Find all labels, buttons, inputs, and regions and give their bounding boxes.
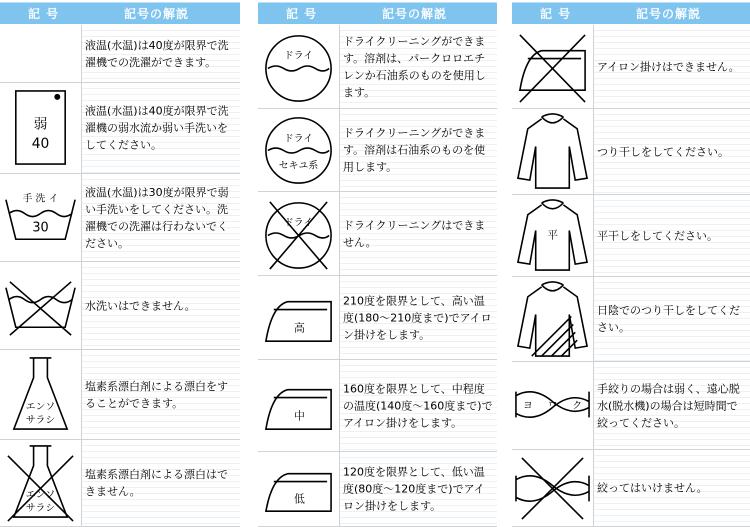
table-row bbox=[0, 262, 240, 350]
symbol-label: エンソ bbox=[25, 401, 56, 413]
symbol-label: エンソ bbox=[25, 489, 56, 501]
symbol-label: サラシ bbox=[25, 503, 56, 515]
shade-hang-dry-icon bbox=[512, 277, 594, 361]
table-row bbox=[0, 174, 240, 262]
iron-medium-icon bbox=[258, 360, 340, 451]
symbol-label: ドライ bbox=[283, 217, 314, 229]
row-text: 160度を限界として、中程度の温度(140度～160度まで)でアイロン掛けをします。 bbox=[343, 382, 493, 429]
row-text: アイロン掛けはできません。 bbox=[597, 60, 740, 73]
table-row bbox=[512, 109, 750, 195]
row-text: 液温(水温)は40度が限界で洗濯機での洗濯ができます。 bbox=[85, 38, 229, 69]
symbol-label: 低 bbox=[294, 492, 305, 506]
table-header bbox=[0, 2, 240, 24]
table-row bbox=[258, 25, 497, 109]
washing-40-gentle-icon bbox=[0, 83, 82, 173]
symbol-label: 平 bbox=[547, 228, 558, 242]
row-text: 塩素系漂白剤による漂白をすることができます。 bbox=[85, 379, 228, 410]
table-row bbox=[258, 276, 497, 360]
iron-high-icon bbox=[258, 276, 340, 359]
no-iron-icon bbox=[512, 25, 594, 108]
symbol-label: 弱 bbox=[33, 116, 48, 133]
hang-dry-icon bbox=[512, 109, 594, 194]
care-table-column-3 bbox=[512, 0, 750, 527]
no-chlorine-bleach-icon bbox=[0, 440, 82, 526]
table-row bbox=[258, 109, 497, 192]
row-text: 塩素系漂白剤による漂白はできません。 bbox=[85, 468, 228, 498]
row-text: ドライクリーニングができます。溶剤は、パークロロエチレンか石油系のものを使用します。 bbox=[343, 34, 486, 99]
header-symbol: 記 号 bbox=[286, 7, 318, 21]
row-text: 液温(水温)は30度が限界で弱い手洗いをしてください。洗濯機での洗濯は行わないでください。 bbox=[85, 185, 229, 250]
symbol-label: 手 洗 イ bbox=[22, 193, 59, 205]
care-table-column-2 bbox=[258, 0, 497, 527]
symbol-label: 高 bbox=[294, 321, 305, 335]
header-explanation: 記号の解説 bbox=[124, 7, 190, 21]
symbol-label: ドライ bbox=[283, 50, 314, 62]
row-text: 液温(水温)は40度が限界で洗濯機の弱水流か弱い手洗いをしてください。 bbox=[85, 104, 229, 152]
symbol-label: 中 bbox=[294, 409, 305, 423]
table-row bbox=[512, 25, 750, 109]
row-text: 日陰でのつり干しをしてください。 bbox=[597, 304, 740, 334]
table-row bbox=[0, 83, 240, 174]
table-header bbox=[258, 2, 497, 24]
table-row bbox=[512, 277, 750, 362]
table-row bbox=[512, 450, 750, 527]
care-table-column-1 bbox=[0, 0, 240, 527]
no-wring-icon bbox=[512, 450, 594, 526]
header-explanation: 記号の解説 bbox=[636, 7, 702, 21]
table-row bbox=[0, 440, 240, 527]
header-symbol: 記 号 bbox=[540, 7, 572, 21]
row-text: 210度を限界として、高い温度(180～210度まで)でアイロン掛けをします。 bbox=[343, 294, 492, 341]
symbol-label: ドライ bbox=[283, 133, 314, 145]
hand-wash-30-icon bbox=[0, 174, 82, 261]
table-row bbox=[258, 192, 497, 276]
table-header bbox=[512, 2, 750, 24]
table-row bbox=[512, 195, 750, 277]
row-text: ドライクリーニングはできません。 bbox=[343, 218, 486, 249]
dry-clean-petroleum-icon bbox=[258, 109, 340, 191]
symbol-label: 30 bbox=[32, 220, 49, 236]
symbol-label: サラシ bbox=[25, 415, 56, 427]
iron-low-icon bbox=[258, 452, 340, 526]
header-explanation: 記号の解説 bbox=[382, 7, 448, 21]
row-text: 平干しをしてください。 bbox=[597, 229, 718, 242]
no-wash-icon bbox=[0, 262, 82, 349]
table-row bbox=[512, 362, 750, 450]
chlorine-bleach-ok-icon bbox=[0, 350, 82, 439]
table-row bbox=[0, 350, 240, 440]
table-row bbox=[0, 25, 240, 83]
table-row bbox=[258, 360, 497, 452]
dry-clean-any-icon bbox=[258, 25, 340, 108]
no-dry-clean-icon bbox=[258, 192, 340, 275]
header-symbol: 記 号 bbox=[28, 7, 60, 21]
symbol-label: ワ bbox=[547, 400, 558, 412]
row-text: 手絞りの場合は弱く、遠心脱水(脱水機)の場合は短時間で絞ってください。 bbox=[597, 382, 740, 429]
row-text: 絞ってはいけません。 bbox=[597, 481, 708, 495]
row-text: 120度を限界として、低い温度(80度～120度まで)でアイロン掛けをします。 bbox=[343, 465, 485, 513]
symbol-label: セキユ系 bbox=[278, 160, 319, 172]
washing-40-icon bbox=[0, 25, 82, 82]
symbol-label: ク bbox=[572, 400, 583, 412]
symbol-label: ヨ bbox=[522, 400, 533, 412]
symbol-label: 40 bbox=[31, 136, 50, 153]
flat-dry-icon bbox=[512, 195, 594, 276]
wring-gently-icon bbox=[512, 362, 594, 449]
row-text: ドライクリーニングができます。溶剤は石油系のものを使用します。 bbox=[343, 126, 486, 174]
table-row bbox=[258, 452, 497, 527]
row-text: 水洗いはできません。 bbox=[85, 299, 196, 312]
row-text: つり干しをしてください。 bbox=[597, 145, 729, 158]
